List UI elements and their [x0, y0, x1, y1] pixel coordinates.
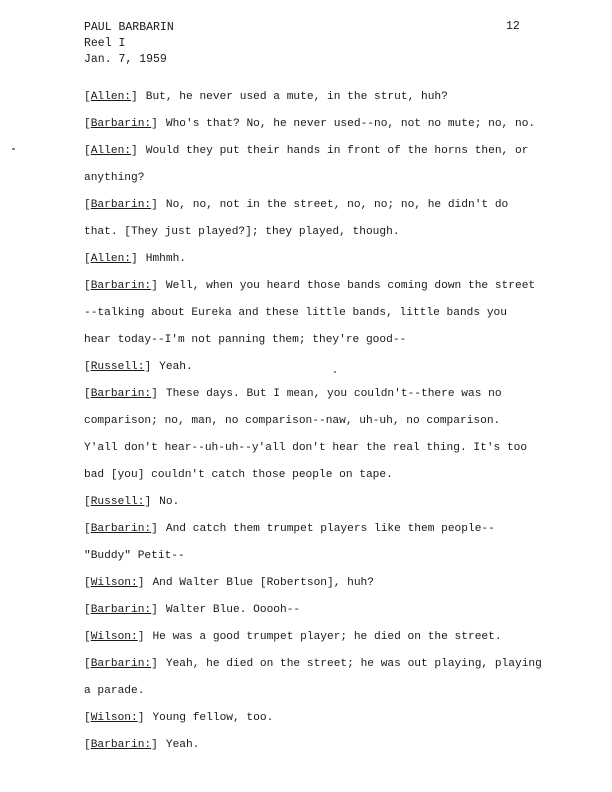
transcript-line	[84, 304, 584, 331]
speaker-name: Allen:	[90, 91, 132, 103]
line-text: Walter Blue. Ooooh--	[165, 604, 301, 616]
transcript-line	[84, 196, 584, 223]
header-reel: Reel I	[84, 37, 126, 50]
speaker-label: [Barbarin:]	[84, 388, 158, 400]
speaker-label: [Barbarin:]	[84, 280, 158, 292]
speaker-name: Barbarin:	[90, 658, 152, 670]
transcript-line	[84, 520, 584, 547]
line-text: a parade.	[84, 685, 145, 697]
transcript-line	[84, 439, 584, 466]
speaker-name: Barbarin:	[90, 739, 152, 751]
transcript-line	[84, 115, 584, 142]
speaker-name: Allen:	[90, 145, 132, 157]
line-text: --talking about Eureka and these little bands, little bands you	[84, 307, 507, 319]
speaker-label: [Barbarin:]	[84, 118, 158, 130]
line-text: that. [They just played?]; they played, though.	[84, 226, 400, 238]
line-text: hear today--I'm not panning them; they're good--	[84, 334, 407, 346]
line-text: But, he never used a mute, in the strut, huh?	[145, 91, 448, 103]
line-text: And catch them trumpet players like them people--	[165, 523, 495, 535]
speaker-label: [Allen:]	[84, 145, 138, 157]
speaker-label: [Wilson:]	[84, 712, 145, 724]
speaker-label: [Barbarin:]	[84, 739, 158, 751]
header-name: PAUL BARBARIN	[84, 21, 174, 34]
transcript-line	[84, 736, 584, 763]
transcript-line	[84, 628, 584, 655]
speaker-label: [Russell:]	[84, 496, 152, 508]
speaker-name: Barbarin:	[90, 604, 152, 616]
line-text: No.	[159, 496, 180, 508]
speaker-name: Wilson:	[90, 712, 138, 724]
transcript-line	[84, 682, 584, 709]
line-text: Hmhmh.	[145, 253, 187, 265]
line-text: Well, when you heard those bands coming down the street	[165, 280, 536, 292]
transcript-line	[84, 574, 584, 601]
line-text: These days. But I mean, you couldn't--there was no	[165, 388, 502, 400]
line-text: No, no, not in the street, no, no; no, he didn't do	[165, 199, 509, 211]
speaker-label: [Allen:]	[84, 91, 138, 103]
page-header	[84, 20, 174, 68]
speaker-label: [Wilson:]	[84, 577, 145, 589]
transcript-line	[84, 412, 584, 439]
speaker-name: Russell:	[90, 496, 145, 508]
line-text: "Buddy" Petit--	[84, 550, 185, 562]
line-text: comparison; no, man, no comparison--naw, uh-uh, no comparison.	[84, 415, 501, 427]
speaker-label: [Barbarin:]	[84, 199, 158, 211]
line-text: Yeah.	[159, 361, 193, 373]
line-text: bad [you] couldn't catch those people on tape.	[84, 469, 393, 481]
transcript-line	[84, 169, 584, 196]
speaker-name: Barbarin:	[90, 388, 152, 400]
speaker-name: Wilson:	[90, 631, 138, 643]
transcript-line	[84, 250, 584, 277]
speaker-name: Russell:	[90, 361, 145, 373]
speaker-label: [Wilson:]	[84, 631, 145, 643]
speaker-label: [Allen:]	[84, 253, 138, 265]
line-text: Would they put their hands in front of the horns then, or	[145, 145, 529, 157]
speaker-name: Wilson:	[90, 577, 138, 589]
line-text: Young fellow, too.	[152, 712, 274, 724]
transcript-line	[84, 493, 584, 520]
speaker-label: [Barbarin:]	[84, 658, 158, 670]
transcript-line	[84, 709, 584, 736]
page-number: 12	[506, 20, 520, 33]
transcript-line	[84, 142, 584, 169]
line-text: Y'all don't hear--uh-uh--y'all don't hear the real thing. It's too	[84, 442, 528, 454]
speaker-name: Allen:	[90, 253, 132, 265]
transcript-line	[84, 223, 584, 250]
transcript-line	[84, 547, 584, 574]
header-date: Jan. 7, 1959	[84, 53, 167, 66]
transcript-line	[84, 88, 584, 115]
scan-speck	[12, 148, 15, 150]
line-text: Yeah.	[165, 739, 200, 751]
transcript-line	[84, 385, 584, 412]
transcript-line	[84, 601, 584, 628]
line-text: Yeah, he died on the street; he was out playing, playing	[165, 658, 542, 670]
line-text: anything?	[84, 172, 145, 184]
line-text: Who's that? No, he never used--no, not no mute; no, no.	[165, 118, 536, 130]
speaker-label: [Barbarin:]	[84, 523, 158, 535]
speaker-label: [Russell:]	[84, 361, 152, 373]
line-text: And Walter Blue [Robertson], huh?	[152, 577, 374, 589]
speaker-label: [Barbarin:]	[84, 604, 158, 616]
speaker-name: Barbarin:	[90, 118, 152, 130]
transcript-body	[84, 88, 584, 763]
transcript-line	[84, 655, 584, 682]
speaker-name: Barbarin:	[90, 523, 152, 535]
scan-speck	[334, 371, 336, 373]
transcript-line	[84, 331, 584, 358]
transcript-line	[84, 277, 584, 304]
speaker-name: Barbarin:	[90, 199, 152, 211]
speaker-name: Barbarin:	[90, 280, 152, 292]
line-text: He was a good trumpet player; he died on the street.	[152, 631, 502, 643]
transcript-line	[84, 466, 584, 493]
